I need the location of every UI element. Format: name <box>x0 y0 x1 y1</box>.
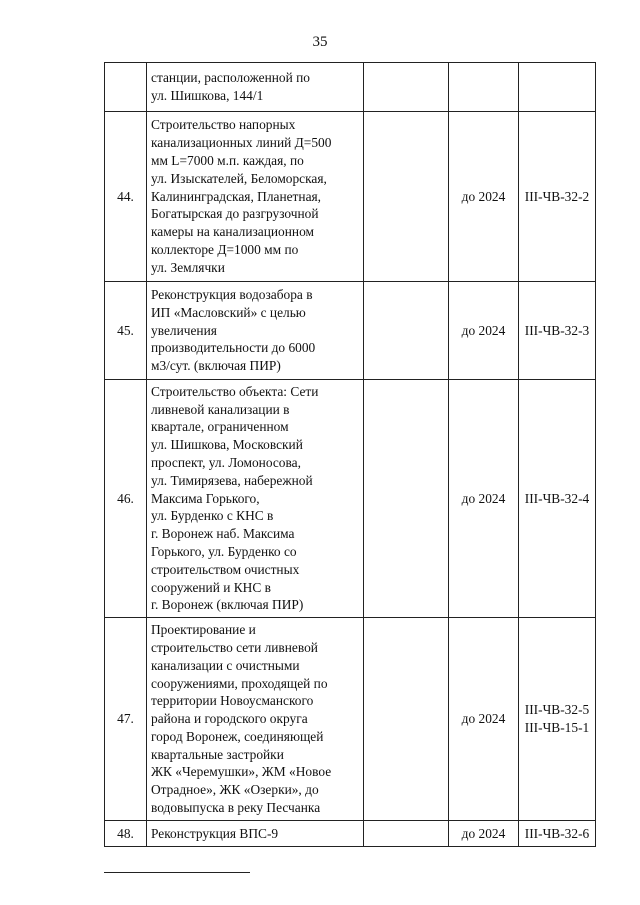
empty-cell <box>364 282 449 380</box>
term-cell: до 2024 <box>449 380 519 618</box>
name-line: водовыпуска в реку Песчанка <box>151 800 321 816</box>
name-line: Строительство объекта: Сети <box>151 383 319 399</box>
project-name <box>147 63 364 112</box>
project-name <box>147 380 364 618</box>
name-line: город Воронеж, соединяющей <box>151 728 324 744</box>
row-number: 44. <box>105 112 147 282</box>
name-line: ул. Шишкова, Московский <box>151 437 303 453</box>
code-line: III-ЧВ-32-2 <box>524 188 590 204</box>
code-cell <box>519 112 596 282</box>
name-line: увеличения <box>151 322 217 338</box>
row-number: 48. <box>105 821 147 847</box>
project-name <box>147 282 364 380</box>
code-cell <box>519 282 596 380</box>
name-line: камеры на канализационном <box>151 224 314 240</box>
term-cell: до 2024 <box>449 112 519 282</box>
name-line: коллекторе Д=1000 мм по <box>151 241 299 257</box>
table-row <box>105 112 596 282</box>
project-name <box>147 821 364 847</box>
name-line: ул. Тимирязева, набережной <box>151 472 313 488</box>
code-cell <box>519 380 596 618</box>
name-line: канализации с очистными <box>151 657 300 673</box>
name-line: ЖК «Черемушки», ЖМ «Новое <box>151 764 332 780</box>
term-cell: до 2024 <box>449 618 519 821</box>
projects-table <box>104 62 596 847</box>
row-number: 46. <box>105 380 147 618</box>
project-name <box>147 618 364 821</box>
empty-cell <box>364 380 449 618</box>
code-cell <box>519 821 596 847</box>
name-line: квартальные застройки <box>151 746 284 762</box>
name-line: канализационных линий Д=500 <box>151 135 332 151</box>
code-line: III-ЧВ-32-5 <box>524 702 590 718</box>
table-row <box>105 380 596 618</box>
table-row <box>105 63 596 112</box>
name-line: ул. Землячки <box>151 259 225 275</box>
name-line: Проектирование и <box>151 622 256 638</box>
name-line: г. Воронеж наб. Максима <box>151 526 295 542</box>
name-line: Реконструкция ВПС-9 <box>151 825 279 841</box>
name-line: ул. Шишкова, 144/1 <box>151 88 264 103</box>
name-line: мм L=7000 м.п. каждая, по <box>151 153 304 168</box>
table-row <box>105 821 596 847</box>
empty-cell <box>364 618 449 821</box>
name-line: проспект, ул. Ломоносова, <box>151 455 301 470</box>
code-line: III-ЧВ-32-4 <box>524 490 590 506</box>
name-line: м3/сут. (включая ПИР) <box>151 358 281 374</box>
name-line: Реконструкция водозабора в <box>151 287 313 302</box>
table-row <box>105 282 596 380</box>
name-line: ул. Бурденко с КНС в <box>151 508 274 524</box>
row-number: 45. <box>105 282 147 380</box>
code-cell <box>519 63 596 112</box>
name-line: строительство сети ливневой <box>151 639 318 655</box>
empty-cell <box>364 821 449 847</box>
name-line: Строительство напорных <box>151 117 296 133</box>
footnote-separator <box>104 872 250 873</box>
name-line: Богатырская до разгрузочной <box>151 206 319 222</box>
name-line: территории Новоусманского <box>151 693 314 709</box>
code-cell <box>519 618 596 821</box>
name-line: сооружениями, проходящей по <box>151 675 328 691</box>
name-line: сооружений и КНС в <box>151 579 271 595</box>
name-line: ливневой канализации в <box>151 401 290 417</box>
name-line: Отрадное», ЖК «Озерки», до <box>151 782 319 798</box>
name-line: квартале, ограниченном <box>151 419 289 435</box>
page-number: 35 <box>312 34 328 50</box>
empty-cell <box>364 112 449 282</box>
code-line: III-ЧВ-15-1 <box>524 720 590 735</box>
code-line: III-ЧВ-32-6 <box>524 825 590 841</box>
name-line: Калининградская, Планетная, <box>151 188 322 204</box>
table-row <box>105 618 596 821</box>
term-cell: до 2024 <box>449 282 519 380</box>
name-line: Горького, ул. Бурденко со <box>151 543 297 559</box>
row-number <box>105 63 147 112</box>
name-line: ул. Изыскателей, Беломорская, <box>151 170 327 186</box>
term-cell: до 2024 <box>449 821 519 847</box>
name-line: г. Воронеж (включая ПИР) <box>151 597 304 613</box>
term-cell <box>449 63 519 112</box>
row-number: 47. <box>105 618 147 821</box>
name-line: Максима Горького, <box>151 490 260 506</box>
name-line: района и городского округа <box>151 711 308 727</box>
empty-cell <box>364 63 449 112</box>
name-line: производительности до 6000 <box>151 340 316 356</box>
name-line: ИП «Масловский» с целью <box>151 304 306 320</box>
name-line: строительством очистных <box>151 561 300 577</box>
code-line: III-ЧВ-32-3 <box>524 322 590 338</box>
name-line: станции, расположенной по <box>151 70 310 86</box>
project-name <box>147 112 364 282</box>
